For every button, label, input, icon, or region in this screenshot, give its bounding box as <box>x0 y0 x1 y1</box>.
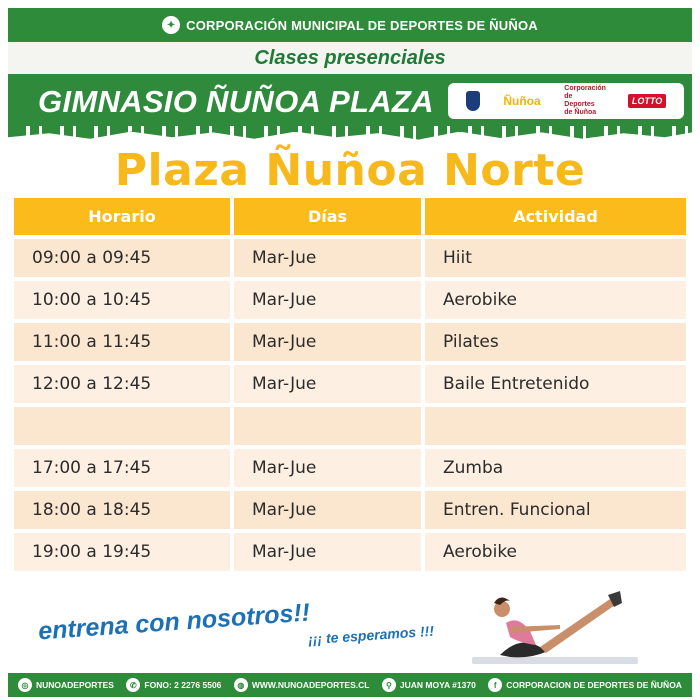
column-header-horario: Horario <box>14 198 230 235</box>
activity-cell <box>425 407 686 445</box>
time-cell: 10:00 a 10:45 <box>14 281 230 319</box>
activity-cell: Baile Entretenido <box>425 365 686 403</box>
organization-bar <box>8 8 692 42</box>
phone-icon: ✆ <box>126 678 140 692</box>
facebook-text: CORPORACION DE DEPORTES DE ÑUÑOA <box>506 680 682 690</box>
corporation-logo: Corporación de Deportes de Ñuñoa <box>564 85 606 116</box>
nunoa-logo <box>503 94 540 108</box>
table-row <box>14 491 686 529</box>
gym-banner <box>8 74 692 132</box>
column-header-actividad: Actividad <box>425 198 686 235</box>
lotto-logo: LOTTO <box>628 94 666 108</box>
schedule-table <box>14 198 686 575</box>
table-row <box>14 239 686 277</box>
figure-top <box>506 620 536 645</box>
phone-text: FONO: 2 2276 5506 <box>144 680 222 690</box>
table-header-row <box>14 198 686 235</box>
days-cell <box>234 407 421 445</box>
days-cell: Mar-Jue <box>234 533 421 571</box>
instagram-icon: ◎ <box>18 678 32 692</box>
activity-cell: Aerobike <box>425 533 686 571</box>
organization-logo-icon: ✦ <box>162 16 180 34</box>
nunoa-logo-text: Ñuñoa <box>503 94 541 108</box>
time-cell <box>14 407 230 445</box>
organization-name: CORPORACIÓN MUNICIPAL DE DEPORTES DE ÑUÑOA <box>186 17 538 33</box>
figure-shorts <box>500 643 548 658</box>
slogan-text: entrena con nosotros!! <box>37 598 311 646</box>
days-cell: Mar-Jue <box>234 491 421 529</box>
table-row-empty <box>14 407 686 445</box>
table-row <box>14 365 686 403</box>
address-text: JUAN MOYA #1370 <box>399 680 476 690</box>
days-cell: Mar-Jue <box>234 449 421 487</box>
subtitle-text: Clases presenciales <box>254 46 446 69</box>
table-row <box>14 449 686 487</box>
location-title: Plaza Ñuñoa Norte <box>114 145 586 196</box>
footer-facebook[interactable] <box>488 678 682 692</box>
footer-phone[interactable] <box>126 678 221 692</box>
exercise-figure-illustration <box>470 585 640 669</box>
column-header-dias: Días <box>234 198 421 235</box>
instagram-handle: NUNOADEPORTES <box>36 680 114 690</box>
table-row <box>14 323 686 361</box>
time-cell: 11:00 a 11:45 <box>14 323 230 361</box>
footer-bar <box>8 673 692 697</box>
time-cell: 18:00 a 18:45 <box>14 491 230 529</box>
activity-cell: Zumba <box>425 449 686 487</box>
globe-icon: ◍ <box>234 678 248 692</box>
exercise-mat <box>472 657 638 664</box>
activity-cell: Entren. Funcional <box>425 491 686 529</box>
time-cell: 17:00 a 17:45 <box>14 449 230 487</box>
time-cell: 09:00 a 09:45 <box>14 239 230 277</box>
facebook-icon: f <box>488 678 502 692</box>
time-cell: 19:00 a 19:45 <box>14 533 230 571</box>
tagline-text: ¡¡¡ te esperamos !!! <box>307 622 435 648</box>
table-row <box>14 281 686 319</box>
activity-cell: Hiit <box>425 239 686 277</box>
brush-divider <box>8 126 692 142</box>
website-text: WWW.NUNOADEPORTES.CL <box>251 680 370 690</box>
table-row <box>14 533 686 571</box>
footer-instagram[interactable] <box>18 678 114 692</box>
location-pin-icon: ⚲ <box>382 678 396 692</box>
gym-title: GIMNASIO ÑUÑOA PLAZA <box>38 84 434 119</box>
sponsor-logos <box>448 83 684 119</box>
footer-website[interactable] <box>234 678 370 692</box>
activity-cell: Aerobike <box>425 281 686 319</box>
days-cell: Mar-Jue <box>234 239 421 277</box>
subtitle-banner <box>8 42 692 74</box>
activity-cell: Pilates <box>425 323 686 361</box>
days-cell: Mar-Jue <box>234 365 421 403</box>
days-cell: Mar-Jue <box>234 323 421 361</box>
municipal-crest-icon <box>466 91 480 111</box>
footer-address[interactable] <box>382 678 476 692</box>
time-cell: 12:00 a 12:45 <box>14 365 230 403</box>
days-cell: Mar-Jue <box>234 281 421 319</box>
